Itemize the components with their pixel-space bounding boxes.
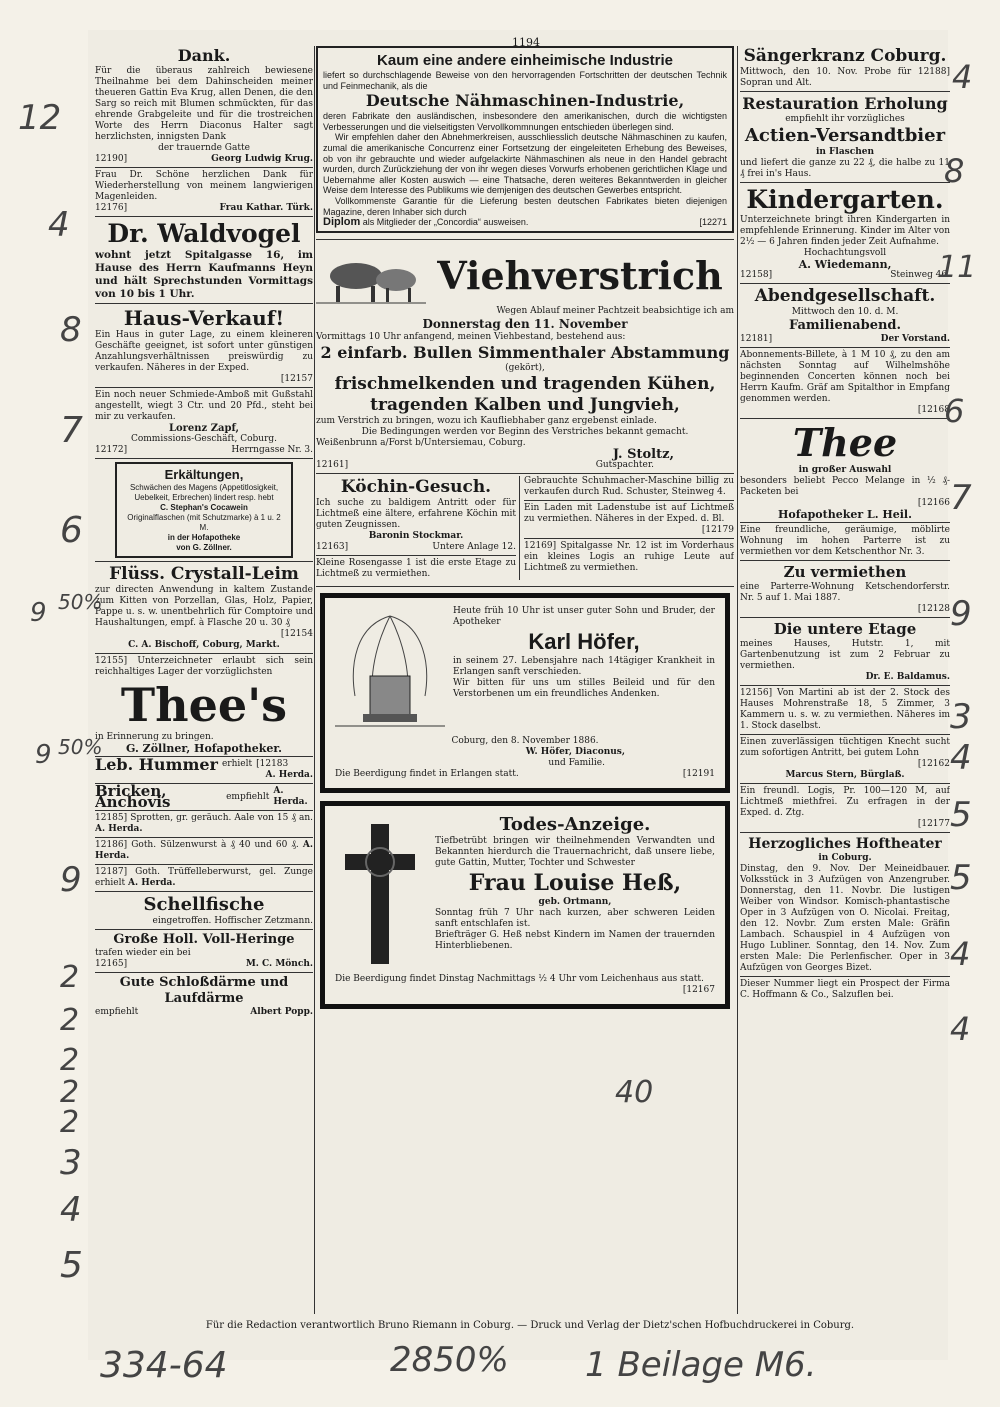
ad-brand: C. Stephan's Cocawein	[160, 503, 248, 512]
ad-text: 12186] Goth. Sülzenwurst à ₰ 40 und 60 ₰.	[95, 840, 299, 850]
ad-thees	[95, 656, 313, 754]
handwritten-note: 2	[60, 960, 80, 995]
handwritten-note: 8	[60, 310, 82, 350]
ad-ref: 12161]	[316, 459, 349, 470]
ad-ref: [12166	[917, 498, 950, 508]
handwritten-note: 3	[60, 1143, 82, 1183]
handwritten-note: 4	[952, 58, 973, 96]
ad-dank	[95, 46, 313, 165]
handwritten-note: 5	[60, 1245, 83, 1286]
ad-ref: [12162	[917, 759, 950, 769]
ad-sign: A. Wiedemann,	[798, 258, 892, 271]
ad-text: Weißenbrunn a/Forst b/Untersiemau, Coburg.	[316, 437, 526, 448]
cross-icon	[335, 814, 425, 974]
ad-text: trafen wieder ein bei	[95, 948, 191, 958]
ad-koechin	[316, 476, 516, 553]
ad-text: Die Bedingungen werden vor Beginn des Verstriches bekannt gemacht.	[361, 426, 689, 437]
ad-abonnements	[740, 350, 950, 416]
ad-greet: Hochachtungsvoll	[803, 248, 887, 258]
ad-ref: 12165]	[95, 959, 128, 969]
handwritten-note: 40	[615, 1075, 654, 1110]
ad-ref: 12158]	[740, 270, 773, 280]
ad-sign: A. Herda.	[265, 770, 313, 780]
ad-ref: [12157	[280, 374, 313, 384]
handwritten-note: 5	[950, 858, 972, 898]
ad-title: Die untere Etage	[773, 620, 917, 638]
ad-ref: 12190]	[95, 154, 128, 164]
ad-sign: M. C. Mönch.	[245, 959, 313, 969]
ad-trueffel	[95, 867, 313, 889]
ad-sign: Baronin Stockmar.	[368, 530, 464, 541]
ad-text: deren Fabrikate den ausländischen, insbesondere den amerikanischen, durch die wichtigsten Verbesserungen und die vielseitigsten Vervollkommnungen entschieden überlegen sind.	[323, 111, 727, 132]
handwritten-note: 2	[60, 1003, 80, 1038]
handwritten-note: 2	[60, 1075, 80, 1110]
ad-bricken	[95, 782, 313, 811]
ad-text: Dieser Nummer liegt ein Prospect der Firma C. Hoffmann & Co., Salzuflen bei.	[740, 979, 950, 1000]
ad-saengerkranz	[740, 46, 950, 89]
ad-sign: Marcus Stern, Bürglaß.	[785, 770, 905, 780]
ad-text: Für die überaus zahlreich bewiesene Theilnahme bei dem Dahinscheiden meiner theueren Gattin Eva Krug, allen Denen, die den Sarg so reich mit Blumen schmückten, für das ehrende Grabgeleite und für die trostreichen Worte des Herrn Diaconus Halter sagt herzlichsten, innigsten Dank	[95, 66, 313, 142]
ad-text: Vollkommenste Garantie für die Lieferung besten deutschen Fabrikates bieten diejenigen Magazine, deren Inhaber sich durch	[323, 195, 727, 217]
ad-etage	[316, 558, 516, 580]
ad-title: Todes-Anzeige.	[499, 813, 651, 835]
ad-text: Dinstag, den 9. Nov. Der Meineidbauer. Volksstück in 3 Aufzügen von Anzengruber. Donnerstag, den 11. Novbr. Die lustigen Weiber von Windsor. Komisch-phantastische Oper in 3 Aufzügen von O. Nicolai. Freitag, den 12. Novbr. Zum ersten Male: Gräfin Lambach. Schauspiel in 4 Aufzügen von Hugo Lubliner. Sonntag, den 14. Nov. Zum ersten Male: Die Perlenfischer. Oper in 3 Aufzügen von Georges Bizet.	[740, 864, 950, 973]
ad-hummer	[95, 755, 313, 774]
handwritten-note: 50%	[58, 735, 103, 759]
ad-title: Sängerkranz Coburg.	[743, 46, 947, 66]
handwritten-note: 9	[950, 594, 972, 634]
ad-sign: Albert Popp.	[250, 1007, 313, 1017]
ad-schellfische	[95, 894, 313, 927]
ad-title: Familienabend.	[788, 318, 902, 333]
ad-text: Mittwoch den 10. d. M.	[791, 307, 899, 317]
ad-ref: [12177	[917, 819, 950, 829]
ad-text: Ein freundl. Logis, Pr. 100—120 M, auf Lichtmeß miethfrei. Zu erfragen in der Exped. d. Ztg.	[740, 786, 950, 818]
ad-title: Kaum eine andere einheimische Industrie	[377, 52, 673, 69]
ad-line: frischmelkenden und tragenden Kühen,	[334, 373, 716, 394]
column-rule-left	[314, 46, 315, 1314]
left-column	[95, 46, 313, 1018]
ad-untere-etage	[740, 620, 950, 683]
ad-logis	[524, 541, 734, 574]
ad-sign: W. Höfer, Diaconus,	[525, 746, 625, 757]
handwritten-note: 2	[60, 1043, 80, 1078]
ad-title: Köchin-Gesuch.	[340, 476, 492, 497]
ad-text: eine Parterre-Wohnung Ketschendorferstr. Nr. 5 auf 1. Mai 1887.	[740, 582, 950, 603]
handwritten-note: 1 Beilage M6.	[585, 1345, 817, 1385]
ad-text: Kleine Rosengasse 1 ist die erste Etage zu Lichtmeß zu vermiethen.	[316, 557, 516, 579]
ad-sign: Briefträger G. Heß nebst Kindern im Namen der trauernden Hinterbliebenen.	[435, 929, 715, 951]
ad-title: Actien-Versandtbier	[744, 125, 946, 146]
ad-ref: [12183	[256, 759, 289, 769]
ad-sign: Dr. E. Baldamus.	[865, 672, 950, 682]
ad-text: Gebrauchte Schuhmacher-Maschine billig zu verkaufen durch Rud. Schuster, Steinweg 4.	[524, 475, 734, 497]
page-number: 1194	[512, 36, 540, 49]
ad-text: Wegen Ablauf meiner Pachtzeit beabsichtige ich am	[496, 305, 734, 316]
ad-text: Tiefbetrübt bringen wir theilnehmenden Verwandten und Bekannten hierdurch die Trauernachricht, daß unsere liebe, gute Gattin, Mutter, Tochter und Schwester	[435, 835, 715, 868]
handwritten-note: 2	[60, 1105, 80, 1140]
handwritten-note: 9	[35, 740, 52, 770]
ad-text: in seinem 27. Lebensjahre nach 14tägiger Krankheit in Erlangen sanft verschieden.	[453, 655, 715, 677]
ad-obituary-hess	[320, 801, 730, 1009]
ad-text: wohnt jetzt Spitalgasse 16, im Hause des Herrn Kaufmanns Heyn und hält Sprechstunden Vormittags von 10 bis 1 Uhr.	[95, 249, 313, 300]
ad-born: geb. Ortmann,	[538, 896, 612, 907]
ad-text: als Mitglieder der „Concordia“ ausweisen.	[362, 217, 529, 228]
ad-line: 2 einfarb. Bullen Simmenthaler Abstammung	[320, 342, 730, 362]
ad-wohnung	[740, 525, 950, 558]
ad-sub: in Coburg.	[818, 853, 872, 863]
ad-text: und liefert die ganze zu 22 ₰, die halbe zu 11 ₰ frei in's Haus.	[740, 158, 950, 179]
ad-text: 12156] Von Martini ab ist der 2. Stock des Hauses Mohrenstraße 18, 5 Zimmer, 3 Kammern u. s. w. zu vermiethen. Näheres im 1. Stock daselbst.	[740, 688, 950, 731]
handwritten-note: 4	[48, 205, 70, 245]
right-column	[740, 46, 950, 1001]
ad-ref: [12168	[917, 405, 950, 415]
ad-text: Frau Dr. Schöne herzlichen Dank für Wiederherstellung von meinem langwierigen Magenleiden.	[95, 170, 313, 202]
ad-daerme	[95, 975, 313, 1018]
ad-goth-wurst	[95, 840, 313, 862]
ad-place: in der Hofapotheke	[167, 533, 241, 542]
ad-restauration	[740, 94, 950, 180]
ad-addr: Herrngasse Nr. 3.	[231, 445, 313, 455]
ad-sign: A. Herda.	[95, 824, 143, 834]
ad-ref: [12154	[280, 629, 313, 639]
ad-text: 12187] Goth. Trüffelleberwurst, gel. Zunge erhielt	[95, 867, 313, 888]
ad-title: Haus-Verkauf!	[123, 306, 285, 330]
ad-text: Mittwoch, den 10. Nov. Probe für 12188] Sopran und Alt.	[740, 67, 950, 88]
ad-sprotten	[95, 813, 313, 835]
ad-title: Leb. Hummer	[95, 755, 218, 774]
ad-logis	[740, 786, 950, 830]
ad-text: 12169] Spitalgasse Nr. 12 ist im Vorderhaus ein kleines Logis an ruhige Leute auf Lichtmeß zu vermiethen.	[524, 540, 734, 573]
ad-sign: C. A. Bischoff, Coburg, Markt.	[128, 640, 280, 650]
ad-mohrenstrasse	[740, 688, 950, 732]
ad-knecht	[740, 737, 950, 781]
ad-text: Unterzeichnete bringt ihren Kindergarten in empfehlende Erinnerung. Kinder im Alter von 2½ — 6 Jahren finden jeder Zeit Aufnahme.	[740, 215, 950, 247]
ad-text: Wir bitten für uns um stilles Beileid und für den Verstorbenen um ein freundliches Andenken.	[453, 677, 715, 699]
column-rule-right	[737, 46, 738, 1314]
ad-text: besonders beliebt Pecco Melange in ½ ₰-Packeten bei	[740, 476, 950, 497]
ad-haus-verkauf	[95, 306, 313, 385]
ad-name: Karl Höfer,	[528, 628, 640, 654]
ad-title: Gute Schloßdärme und Laufdärme	[119, 975, 289, 1006]
ad-abendgesellschaft	[740, 286, 950, 345]
ad-text: Ich suche zu baldigem Antritt oder für Lichtmeß eine ältere, erfahrene Köchin mit guten Zeugnissen.	[316, 497, 516, 530]
ad-text: Wir empfehlen daher den Abnehmerkreisen, ausschliesslich deutsche Nähmaschinen zu kaufen, zumal die amerikanische Concurrenz einer Fortsetzung der eingeleiteten Erhebung des Beweises, ob von ihr gebrauchte und wieder aufgelackirte Nähmaschinen als neue in den Handel gebracht wurden, durch Zurückziehung der von ihr wegen dieses Vorwurfs erhobenen gerichtlichen Klage und Uebernahme aller Kosten auswich — eine Thatsache, deren weiteres Bekanntwerden in gleicher Weise dem Interesse des Publikums wie demjenigen des deutschen Gewerbes entspricht.	[323, 132, 727, 196]
ad-crystall-leim	[95, 564, 313, 651]
ad-text: Ein Haus in guter Lage, zu einem kleineren Geschäfte geeignet, ist sofort unter günstigen Anzahlungsverhältnissen preiswürdig zu verkaufen. Näheres in der Exped.	[95, 330, 313, 373]
handwritten-note: 8	[944, 152, 965, 190]
ad-date: Coburg, den 8. November 1886.	[451, 735, 599, 746]
cattle-illustration-icon	[316, 246, 426, 306]
ad-title: Deutsche Nähmaschinen-Industrie,	[365, 91, 685, 111]
ad-ref: [12271	[699, 217, 727, 228]
ad-title: Flüss. Crystall-Leim	[109, 564, 299, 584]
handwritten-note: 4	[950, 1010, 971, 1048]
ad-text: 12155] Unterzeichneter erlaubt sich sein reichhaltiges Lager der vorzüglichsten	[95, 656, 313, 677]
ad-text: zur directen Anwendung in kaltem Zustande zum Kitten von Porzellan, Glas, Holz, Papier, Pappe u. s. w. unentbehrlich für Comptoire und Haushaltungen, empf. à Flasche 20 u. 30 ₰	[95, 585, 313, 628]
ad-text: Einen zuverlässigen tüchtigen Knecht sucht zum sofortigen Antritt, bei gutem Lohn	[740, 737, 950, 758]
ad-sign: G. Zöllner, Hofapotheker.	[126, 742, 282, 755]
ad-text: Abonnements-Billete, à 1 M 10 ₰, zu den am nächsten Sonntag auf Wilhelmshöhe beginnenden Concerten können noch bei Herrn Kaufm. Gräf am Spitalthor in Empfang genommen werden.	[740, 350, 950, 404]
ad-zu-vermiethen	[740, 563, 950, 615]
small-ads-row	[316, 476, 734, 580]
ad-sub: Originalflaschen (mit Schutzmarke) à 1 u. 2 M.	[127, 513, 281, 532]
ad-schoene	[95, 170, 313, 214]
ad-erkaeltungen	[115, 462, 293, 558]
handwritten-note: 5	[950, 795, 972, 835]
ad-sign: Commissions-Geschäft, Coburg.	[130, 434, 278, 444]
ad-heringe	[95, 932, 313, 970]
ad-text: empfiehlt ihr vorzügliches	[785, 114, 905, 124]
ad-title: Schellfische	[143, 894, 265, 915]
ad-sign: der trauernde Gatte	[158, 143, 250, 153]
ad-sign: Frau Kathar. Türk.	[219, 203, 313, 213]
ad-hoftheater	[740, 835, 950, 974]
ad-text: eingetroffen. Hoffischer Zetzmann.	[152, 916, 313, 926]
ad-addr: Untere Anlage 12.	[432, 541, 516, 552]
ad-text: in Flaschen	[815, 147, 875, 157]
ad-sub: in großer Auswahl	[798, 465, 892, 475]
ad-title: Erkältungen,	[164, 467, 244, 482]
ad-ref: 12163]	[316, 541, 349, 552]
ad-title: Viehverstrich	[437, 252, 723, 298]
ad-line: (gekört),	[505, 362, 545, 373]
ad-sign: A. Herda.	[128, 878, 176, 888]
ad-burial: Die Beerdigung findet in Erlangen statt.	[335, 768, 519, 779]
ad-sign: Der Vorstand.	[880, 334, 950, 344]
ad-title: Bricken, Anchovis	[95, 782, 171, 811]
ad-thee	[740, 421, 950, 520]
ad-title: Thee	[792, 420, 898, 465]
ad-viehverstrich	[316, 246, 734, 471]
handwritten-note: 4	[950, 935, 971, 973]
ad-text: Heute früh 10 Uhr ist unser guter Sohn und Bruder, der Apotheker	[453, 605, 715, 627]
ad-date: Donnerstag den 11. November	[422, 316, 628, 331]
ad-text: meines Hauses, Hutstr. 1, mit Gartenbenutzung ist zum 2 Februar zu vermiethen.	[740, 639, 950, 671]
ad-title: Dank.	[177, 46, 231, 65]
ad-text: Eine freundliche, geräumige, möblirte Wohnung im hohen Parterre ist zu vermiethen vor dem Ketschenthor Nr. 3.	[740, 525, 950, 557]
ad-title: Restauration Erholung	[742, 94, 948, 113]
ad-addr: Steinweg 46.	[890, 270, 950, 280]
handwritten-note: 12	[18, 98, 62, 138]
ad-title: Herzogliches Hoftheater	[748, 836, 942, 852]
ad-ref: 12181]	[740, 334, 773, 344]
ad-text: Vormittags 10 Uhr anfangend, meinen Viehbestand, bestehend aus:	[316, 331, 626, 342]
handwritten-note: 6	[60, 510, 83, 551]
ad-ref: [12167	[682, 984, 715, 995]
ad-text: 12185] Sprotten, gr. geräuch. Aale von 15 ₰ an.	[95, 813, 313, 823]
grave-willow-illustration-icon	[335, 606, 445, 736]
ad-text: Ein Laden mit Ladenstube ist auf Lichtmeß zu vermiethen. Näheres in der Exped. d. Bl.	[524, 502, 734, 524]
ad-role: Gutspachter.	[595, 459, 654, 470]
ad-ref: [12179	[701, 524, 734, 535]
ad-title: Dr. Waldvogel	[107, 219, 301, 248]
ad-schuhmacher	[524, 476, 734, 498]
ad-diplom: Diplom	[323, 216, 361, 229]
ad-text: Ein noch neuer Schmiede-Amboß mit Gußstahl angestellt, wiegt 3 Ctr. und 20 Pfd., steht bei mir zu verkaufen.	[95, 390, 313, 422]
ad-burial: Die Beerdigung findet Dinstag Nachmittags ½ 4 Uhr vom Leichenhaus aus statt.	[335, 973, 704, 984]
ad-text: in Erinnerung zu bringen.	[95, 732, 214, 742]
handwritten-note: 3	[950, 697, 972, 737]
ad-waldvogel	[95, 219, 313, 301]
ad-sign: A. Herda.	[95, 840, 313, 861]
handwritten-note: 9	[60, 860, 82, 900]
handwritten-note: 7	[950, 478, 972, 518]
ad-text: liefert so durchschlagende Beweise von den hervorragenden Fortschritten der deutschen Technik und Feinmechanik, als die	[323, 70, 727, 91]
ad-name: Frau Louise Heß,	[468, 869, 682, 896]
handwritten-note: 2850%	[390, 1340, 509, 1380]
ad-title: Kindergarten.	[746, 185, 944, 214]
ad-ref: [12128	[917, 604, 950, 614]
ad-sign: Georg Ludwig Krug.	[211, 154, 313, 164]
ad-title: Abendgesellschaft.	[754, 286, 936, 306]
ad-sign: Hofapotheker L. Heil.	[778, 508, 912, 521]
ad-note: empfiehlt	[226, 791, 270, 802]
ad-text: zum Verstrich zu bringen, wozu ich Kaufliebhaber ganz ergebenst einlade.	[316, 415, 657, 426]
ad-ref: 12176]	[95, 203, 128, 213]
ad-title: Zu vermiethen	[783, 563, 907, 581]
ad-naehmaschinen	[316, 46, 734, 233]
ad-sign: J. Stoltz,	[612, 446, 674, 462]
ad-ref: 12172]	[95, 445, 128, 455]
handwritten-note: 334-64	[100, 1345, 228, 1386]
page-footer: Für die Redaction verantwortlich Bruno Riemann in Coburg. — Druck und Verlag der Dietz'schen Hofbuchdruckerei in Coburg.	[205, 1320, 855, 1331]
ad-sign: Lorenz Zapf,	[168, 423, 240, 434]
ad-title: Thee's	[120, 678, 288, 732]
ad-sign: und Familie.	[548, 757, 605, 768]
ad-laden	[524, 503, 734, 536]
ad-obituary-hoefer	[320, 593, 730, 793]
ad-title: Große Holl. Voll-Heringe	[113, 932, 295, 947]
ad-line: tragenden Kalben und Jungvieh,	[370, 394, 680, 415]
handwritten-note: 4	[60, 1190, 82, 1230]
ad-ref: [12191	[682, 768, 715, 779]
ad-sign: A. Herda.	[273, 786, 308, 807]
handwritten-note: 4	[950, 738, 972, 778]
handwritten-note: 50%	[58, 590, 103, 614]
ad-note: erhielt	[221, 759, 253, 769]
handwritten-note: 6	[944, 392, 965, 430]
middle-column	[316, 46, 734, 1017]
ad-sign: von G. Zöllner.	[176, 543, 232, 552]
handwritten-note: 7	[60, 410, 83, 451]
ad-amboss	[95, 390, 313, 456]
handwritten-note: 11	[938, 250, 977, 285]
ad-beilage	[740, 979, 950, 1001]
handwritten-note: 9	[30, 598, 47, 628]
ad-text: Schwächen des Magens (Appetitlosigkeit, Uebelkeit, Erbrechen) lindert resp. hebt	[129, 483, 279, 502]
ad-kindergarten	[740, 185, 950, 281]
ad-note: empfiehlt	[95, 1007, 139, 1017]
ad-text: Sonntag früh 7 Uhr nach kurzen, aber schweren Leiden sanft entschlafen ist.	[435, 907, 715, 929]
